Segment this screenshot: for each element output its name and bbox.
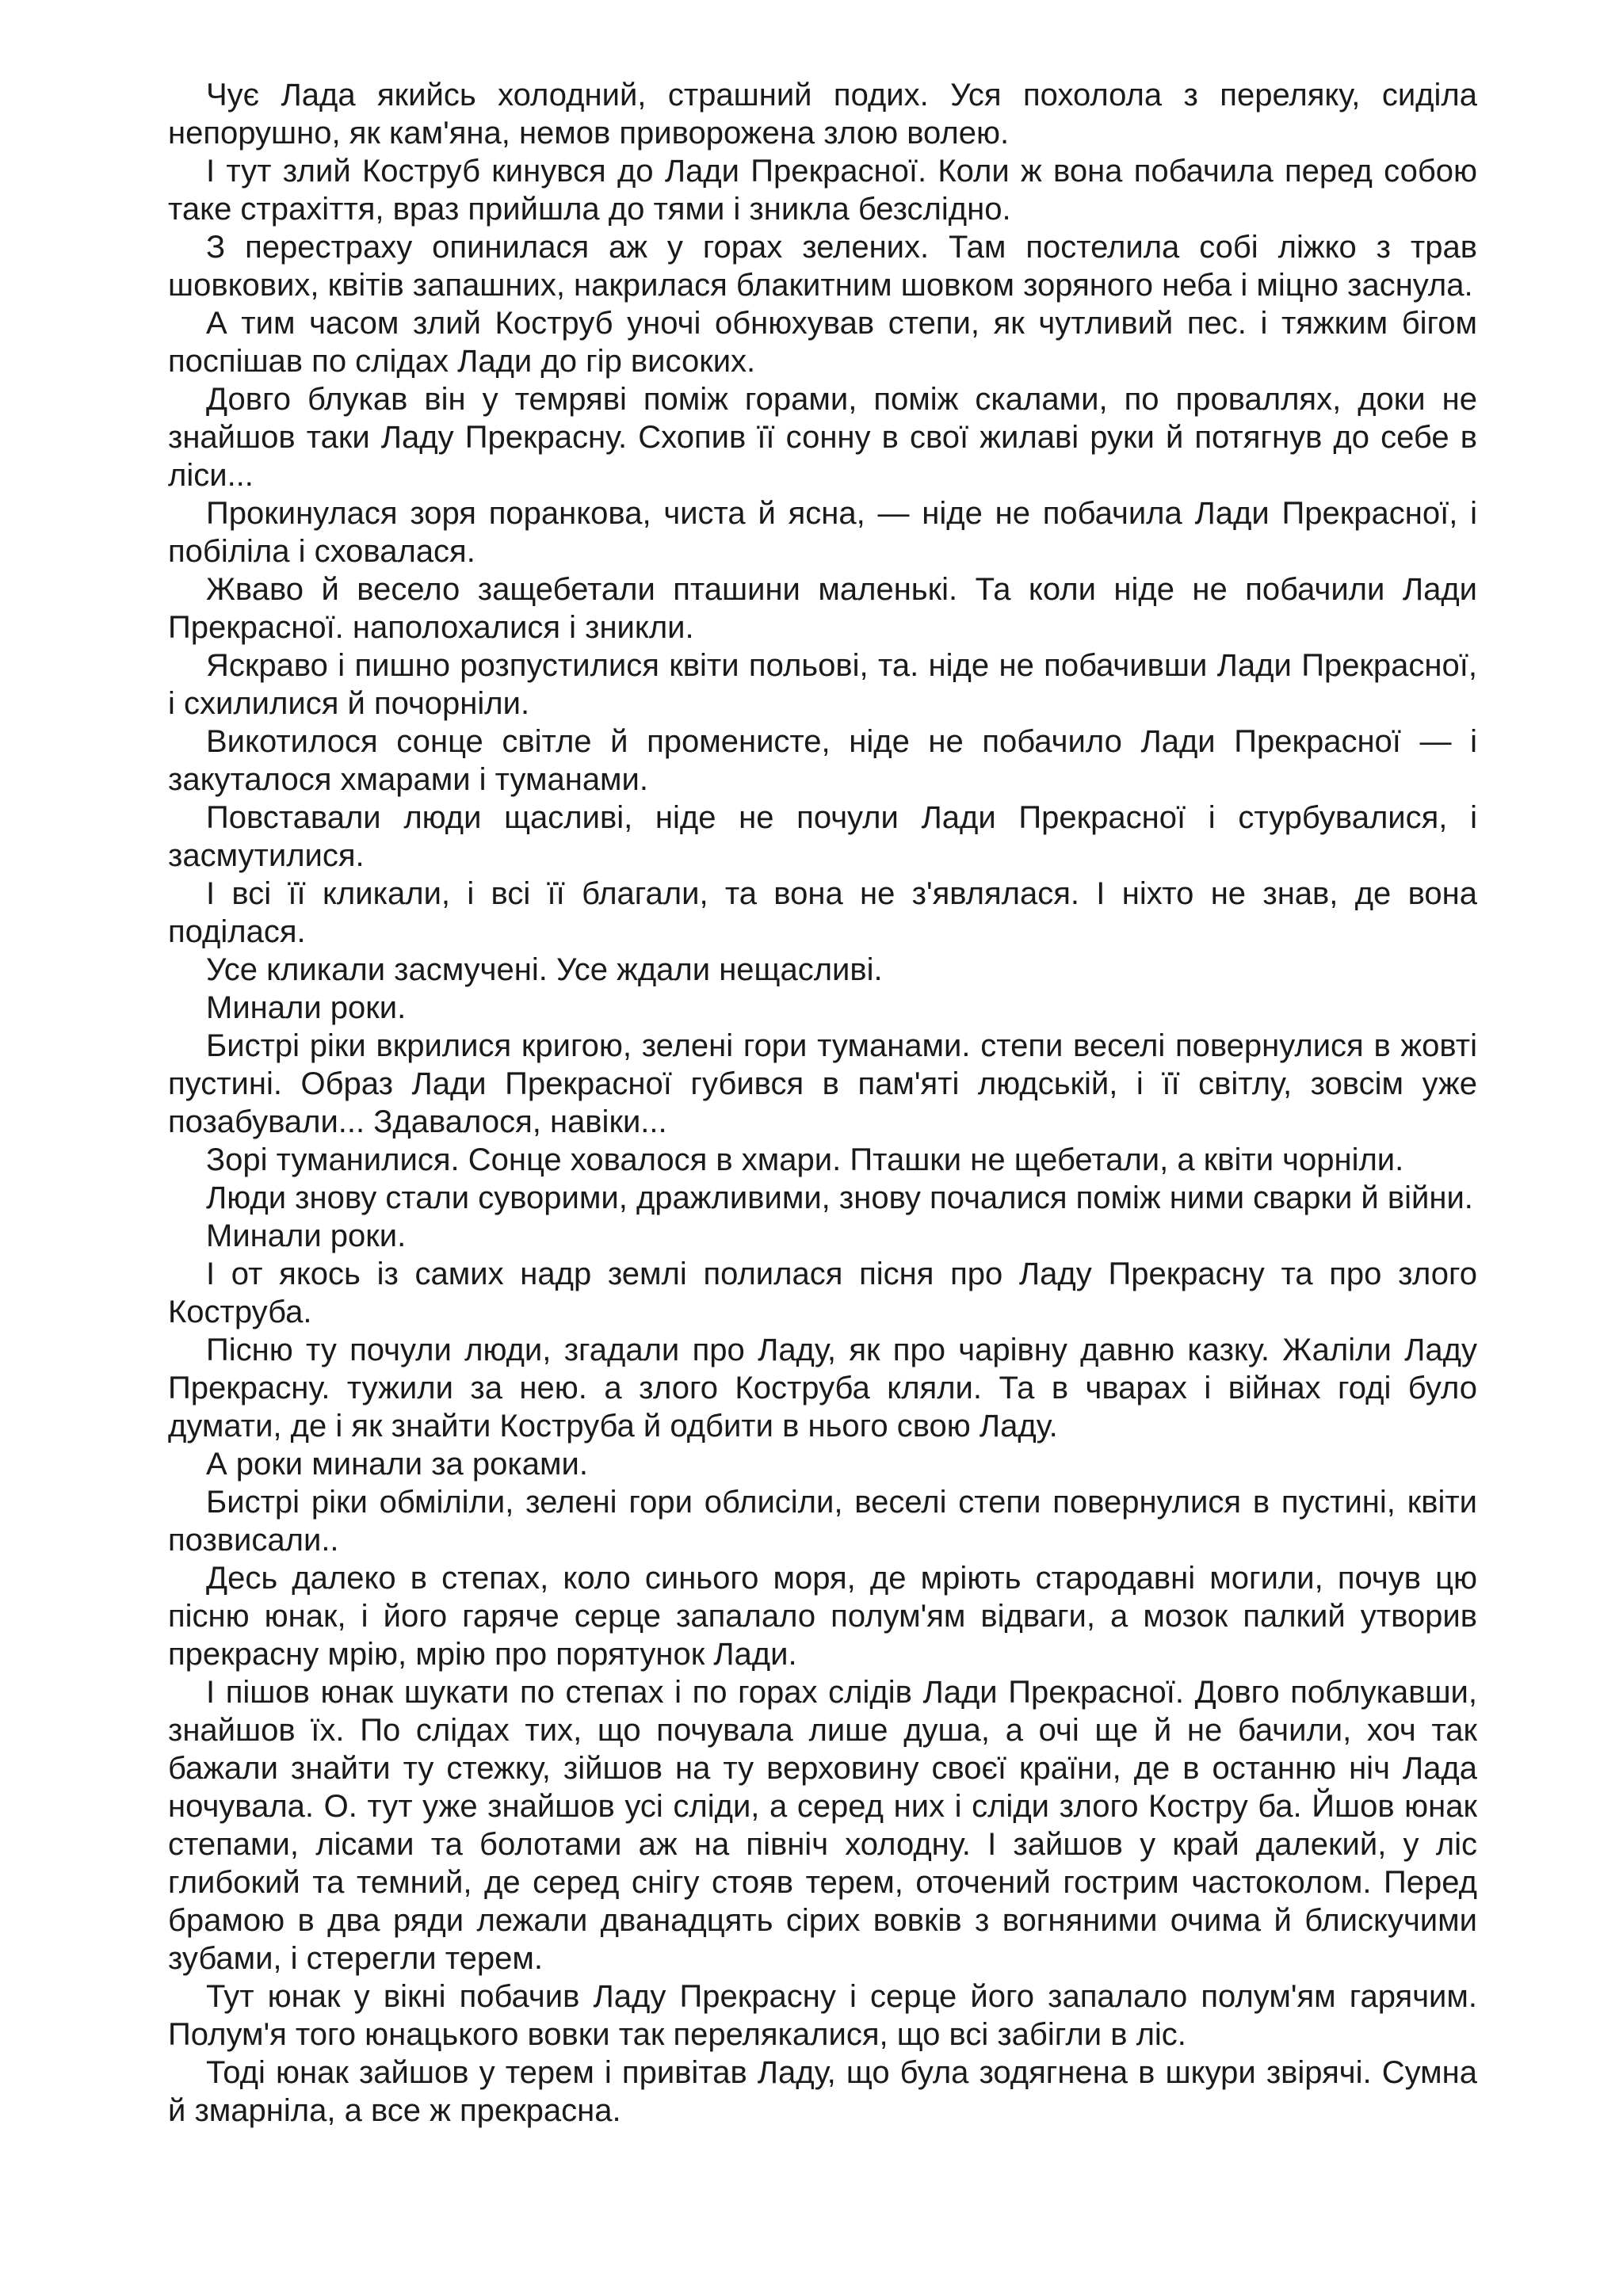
paragraph: Пісню ту почули люди, згадали про Ладу, як про чарівну давню казку. Жаліли Ладу Прекрасну. тужили за нею. а злого Коструба кляли. Та в чварах і війнах годі було думати, де і як знайти Коструба й одбити в нього свою Ладу.: [168, 1333, 1477, 1444]
paragraph: Зорі туманилися. Сонце ховалося в хмари. Пташки не щебетали, а квіти чорніли.: [206, 1142, 1404, 1177]
paragraph: І тут злий Коструб кинувся до Лади Прекрасної. Коли ж вона побачила перед собою таке страхіття, враз прийшла до тями і зникла безслідно.: [168, 154, 1477, 227]
paragraph: І пішов юнак шукати по степах і по горах слідів Лади Прекрасної. Довго поблукавши, знайшов їх. По слідах тих, що почувала лише душа, а очі ще й не бачили, хоч так бажали знайти ту стежку, зійшов на ту верховину своєї країни, де в останню ніч Лада ночувала. О. тут уже знайшов усі сліди, а серед них і сліди злого Костру ба. Йшов юнак степами, лісами та болотами аж на північ холодну. І зайшов у край далекий, у ліс глибокий та темний, де серед снігу стояв терем, оточений гострим частоколом. Перед брамою в два ряди лежали дванадцять сірих вовків з вогняними очима й блискучими зубами, і стерегли терем.: [168, 1675, 1477, 1976]
paragraph: Минали роки.: [206, 990, 407, 1025]
paragraph: Минали роки.: [206, 1219, 407, 1253]
paragraph: Десь далеко в степах, коло синього моря, де мріють стародавні могили, почув цю пісню юнак, і його гаряче серце запалало полум'ям відваги, а мозок палкий утворив прекрасну мрію, мрію про порятунок Лади.: [168, 1561, 1477, 1672]
paragraph: А тим часом злий Коструб уночі обнюхував степи, як чутливий пес. і тяжким бігом поспішав по слідах Лади до гір високих.: [168, 306, 1477, 379]
paragraph: Жваво й весело защебетали пташини маленькі. Та коли ніде не побачили Лади Прекрасної. наполохалися і зникли.: [168, 572, 1477, 645]
paragraph: Тоді юнак зайшов у терем і привітав Ладу, що була зодягнена в шкури звірячі. Сумна й змарніла, а все ж прекрасна.: [168, 2055, 1477, 2128]
paragraph: Яскраво і пишно розпустилися квіти польові, та. ніде не побачивши Лади Прекрасної, і схилилися й почорніли.: [168, 648, 1477, 721]
paragraph: Прокинулася зоря поранкова, чиста й ясна, — ніде не побачила Лади Прекрасної, і побіліла і сховалася.: [168, 496, 1477, 569]
paragraph: Бистрі ріки вкрилися кригою, зелені гори туманами. степи веселі повернулися в жовті пустині. Образ Лади Прекрасної губився в пам'яті людській, і її світлу, зовсім уже позабували... Здавалося, навіки...: [168, 1028, 1477, 1139]
paragraph: Люди знову стали суворими, дражливими, знову почалися поміж ними сварки й війни.: [206, 1180, 1473, 1215]
paragraph: Тут юнак у вікні побачив Ладу Прекрасну і серце його запалало полум'ям гарячим. Полум'я того юнацького вовки так перелякалися, що всі забігли в ліс.: [168, 1979, 1477, 2052]
paragraph: Повставали люди щасливі, ніде не почули Лади Прекрасної і стурбувалися, і засмутилися.: [168, 800, 1477, 873]
paragraph: Усе кликали засмучені. Усе ждали нещасливі.: [206, 952, 883, 987]
document-page: [168, 76, 1477, 2130]
paragraph: А роки минали за роками.: [206, 1447, 588, 1482]
paragraph: І от якось із самих надр землі полилася пісня про Ладу Прекрасну та про злого Коструба.: [168, 1257, 1477, 1329]
paragraph: З перестраху опинилася аж у горах зелених. Там постелила собі ліжко з трав шовкових, квітів запашних, накрилася блакитним шовком зоряного неба і міцно заснула.: [168, 230, 1477, 303]
paragraph: І всі її кликали, і всі її благали, та вона не з'являлася. І ніхто не знав, де вона поділася.: [168, 876, 1477, 949]
paragraph: Довго блукав він у темряві поміж горами, поміж скалами, по проваллях, доки не знайшов таки Ладу Прекрасну. Схопив її сонну в свої жилаві руки й потягнув до себе в ліси...: [168, 382, 1477, 493]
paragraph: Викотилося сонце світле й променисте, ніде не побачило Лади Прекрасної — і закуталося хмарами і туманами.: [168, 724, 1477, 797]
paragraph: Бистрі ріки обміліли, зелені гори облисіли, веселі степи повернулися в пустині, квіти позвисали..: [168, 1485, 1477, 1558]
paragraph: Чує Лада якийсь холодний, страшний подих. Уся похолола з переляку, сиділа непорушно, як кам'яна, немов приворожена злою волею.: [168, 78, 1477, 151]
